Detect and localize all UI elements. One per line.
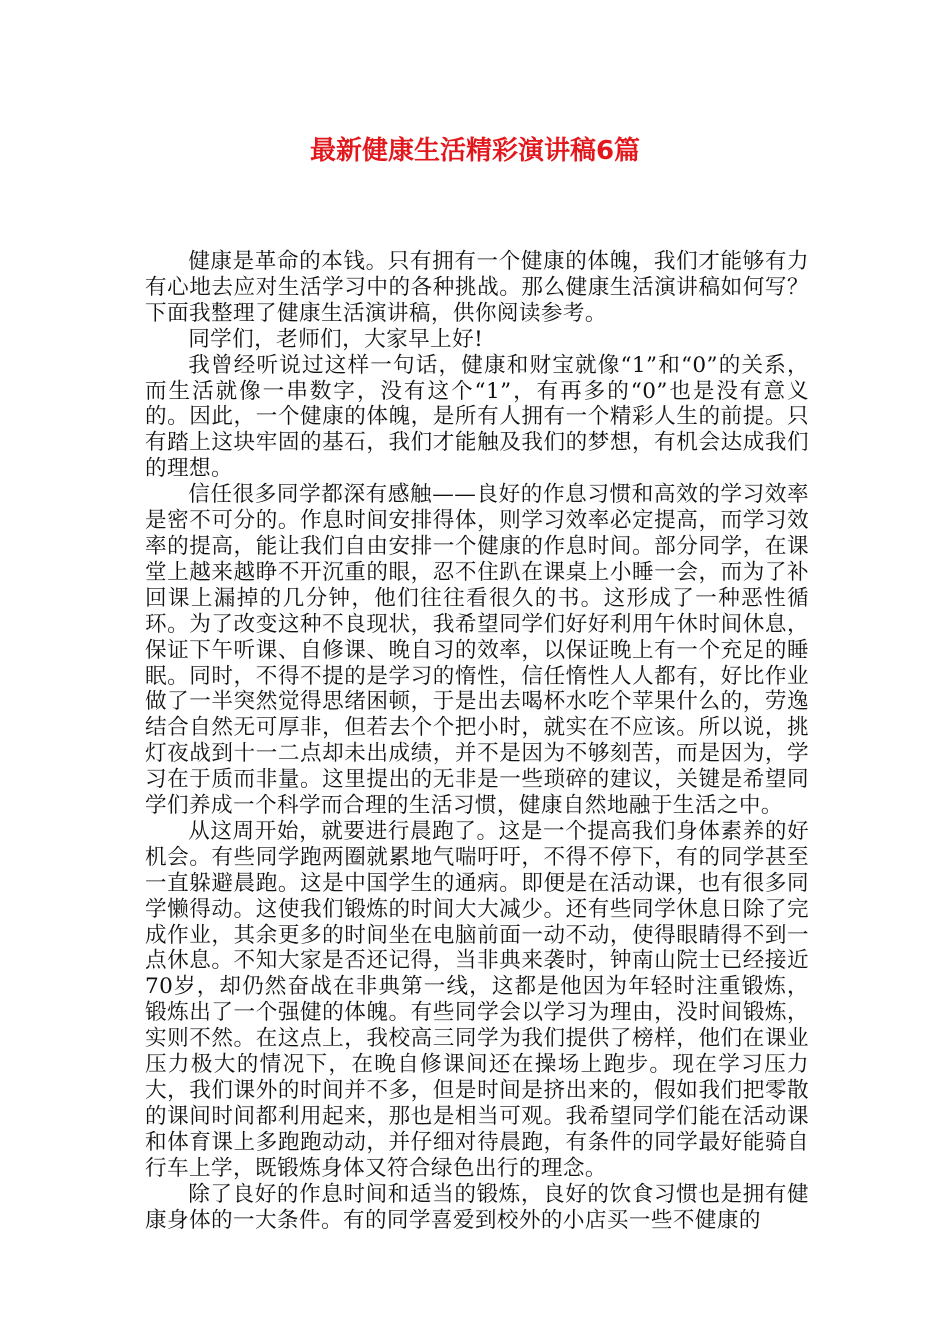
page-title: 最新健康生活精彩演讲稿6篇	[309, 136, 641, 166]
paragraph-intro: 健康是革命的本钱。只有拥有一个健康的体魄，我们才能够有力有心地去应对生活学习中的各种挑战。那么健康生活演讲稿如何写？下面我整理了健康生活演讲稿，供你阅读参考。	[145, 249, 809, 326]
document-body	[145, 249, 809, 1233]
paragraph-diet: 除了良好的作息时间和适当的锻炼，良好的饮食习惯也是拥有健康身体的一大条件。有的同学喜爱到校外的小店买一些不健康的	[145, 1181, 809, 1233]
paragraph-greeting: 同学们，老师们，大家早上好!	[188, 326, 484, 352]
paragraph-health-wealth: 我曾经听说过这样一句话，健康和财宝就像“1”和“0”的关系，而生活就像一串数字，没有这个“1”，有再多的“0”也是没有意义的。因此，一个健康的体魄，是所有人拥有一个精彩人生的前提。只有踏上这块牢固的基石，我们才能触及我们的梦想，有机会达成我们的理想。	[145, 352, 809, 482]
paragraph-study-habits: 信任很多同学都深有感触——良好的作息习惯和高效的学习效率是密不可分的。作息时间安排得体，则学习效率必定提高，而学习效率的提高，能让我们自由安排一个健康的作息时间。部分同学，在课堂上越来越睁不开沉重的眼，忍不住趴在课桌上小睡一会，而为了补回课上漏掉的几分钟，他们往往看很久的书。这形成了一种恶性循环。为了改变这种不良现状，我希望同学们好好利用午休时间休息，保证下午听课、自修课、晚自习的效率，以保证晚上有一个充足的睡眠。同时，不得不提的是学习的惰性，信任惰性人人都有，好比作业做了一半突然觉得思绪困顿，于是出去喝杯水吃个苹果什么的，劳逸结合自然无可厚非，但若去个个把小时，就实在不应该。所以说，挑灯夜战到十一二点却未出成绩，并不是因为不够刻苦，而是因为，学习在于质而非量。这里提出的无非是一些琐碎的建议，关键是希望同学们养成一个科学而合理的生活习惯，健康自然地融于生活之中。	[145, 482, 809, 819]
paragraph-morning-run: 从这周开始，就要进行晨跑了。这是一个提高我们身体素养的好机会。有些同学跑两圈就累地气喘吁吁，不得不停下，有的同学甚至一直躲避晨跑。这是中国学生的通病。即便是在活动课，也有很多同学懒得动。这使我们锻炼的时间大大减少。还有些同学休息日除了完成作业，其余更多的时间坐在电脑前面一动不动，使得眼睛得不到一点休息。不知大家是否还记得，当非典来袭时，钟南山院士已经接近70岁，却仍然奋战在非典第一线，这都是他因为年轻时注重锻炼，锻炼出了一个强健的体魄。有些同学会以学习为理由，没时间锻炼，实则不然。在这点上，我校高三同学为我们提供了榜样，他们在课业压力极大的情况下，在晚自修课间还在操场上跑步。现在学习压力大，我们课外的时间并不多，但是时间是挤出来的，假如我们把零散的课间时间都利用起来，那也是相当可观。我希望同学们能在活动课和体育课上多跑跑动动，并仔细对待晨跑，有条件的同学最好能骑自行车上学，既锻炼身体又符合绿色出行的理念。	[145, 818, 809, 1181]
